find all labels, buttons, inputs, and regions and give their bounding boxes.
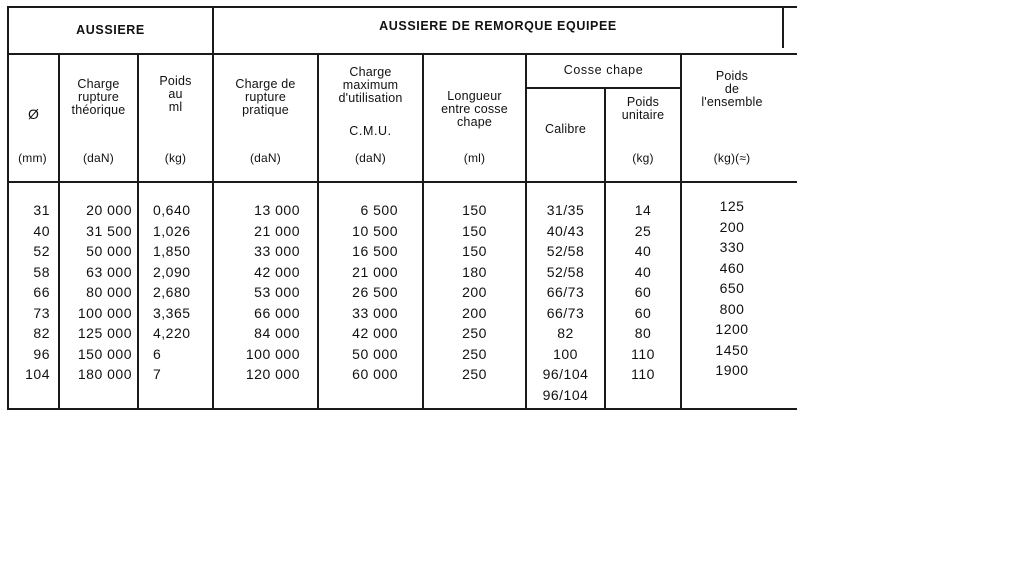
table-cell: 0,640 <box>153 202 191 218</box>
table-cell: 100 <box>553 345 578 362</box>
table-cell: 40/43 <box>546 222 585 239</box>
table-cell: 150 <box>462 243 487 259</box>
unit-poids-unitaire: (kg) <box>632 151 654 165</box>
calibre-column <box>527 200 604 405</box>
table-bottom-border <box>7 408 797 410</box>
table-cell: 10 500 <box>352 222 398 239</box>
table-cell: 80 000 <box>86 284 132 300</box>
table-cell: 110 <box>631 345 655 362</box>
table-cell: 96/104 <box>542 366 589 382</box>
diameter-header: Ø <box>27 106 40 122</box>
calibre-header: Calibre <box>545 122 586 136</box>
charge-rupture-theorique-header: Charge rupture théorique <box>71 77 126 117</box>
table-cell: 40 <box>634 263 652 280</box>
longueur-column <box>424 200 525 385</box>
table-cell: 58 <box>33 263 50 280</box>
table-cell: 330 <box>719 239 745 255</box>
table-cell: 66/73 <box>546 284 585 300</box>
table-cell: 40 <box>33 222 50 239</box>
table-cell: 82 <box>557 325 574 341</box>
unit-charge-max: (daN) <box>354 151 386 165</box>
table-cell: 1,850 <box>153 243 191 259</box>
table-cell: 31 <box>33 202 50 218</box>
table-cell: 125 <box>719 198 745 214</box>
table-cell: 150 000 <box>77 345 132 362</box>
table-cell: 650 <box>719 280 745 296</box>
charge-max-header: Charge maximum d'utilisation <box>338 65 403 105</box>
unit-longueur: (ml) <box>463 151 486 165</box>
table-cell: 96/104 <box>542 386 589 403</box>
table-cell: 4,220 <box>153 325 191 341</box>
units-separator <box>7 181 797 183</box>
aussiere-header: AUSSIERE <box>76 23 145 37</box>
table-cell: 250 <box>462 345 487 362</box>
table-cell: 31 500 <box>86 222 132 239</box>
table-cell: 66 <box>33 284 50 300</box>
table-cell: 60 <box>634 284 652 300</box>
table-cell: 82 <box>33 325 50 341</box>
charge-rupture-pratique-column <box>214 200 300 385</box>
poids-ensemble-column <box>682 196 782 381</box>
table-cell: 2,680 <box>153 284 191 300</box>
table-cell: 460 <box>719 259 745 276</box>
cosse-chape-separator <box>525 87 680 89</box>
table-cell: 31/35 <box>546 202 585 218</box>
table-cell: 66 000 <box>254 304 300 321</box>
right-border <box>782 6 784 48</box>
cosse-chape-header: Cosse chape <box>563 63 644 77</box>
table-cell: 13 000 <box>254 202 300 218</box>
table-cell: 21 000 <box>352 263 398 280</box>
charge-rupture-theorique-column <box>60 200 132 385</box>
table-cell: 200 <box>719 218 745 235</box>
table-cell: 180 <box>462 263 487 280</box>
table-cell: 73 <box>33 304 50 321</box>
table-cell: 100 000 <box>245 345 300 362</box>
table-cell: 53 000 <box>254 284 300 300</box>
table-cell: 7 <box>153 366 162 382</box>
table-cell: 42 000 <box>352 325 398 341</box>
table-cell: 50 000 <box>352 345 398 362</box>
table-cell: 1200 <box>715 321 749 337</box>
diameter-column <box>9 200 50 385</box>
charge-rupture-pratique-header: Charge de rupture pratique <box>235 77 296 117</box>
unit-poids-ml: (kg) <box>164 151 187 165</box>
table-cell: 63 000 <box>86 263 132 280</box>
table-cell: 26 500 <box>352 284 398 300</box>
table-cell: 52 <box>33 243 50 259</box>
table-cell: 200 <box>462 284 487 300</box>
table-cell: 180 000 <box>77 366 132 382</box>
table-cell: 60 <box>634 304 652 321</box>
table-cell: 3,365 <box>153 304 191 321</box>
table-cell: 6 500 <box>360 202 398 218</box>
table-cell: 80 <box>634 325 652 341</box>
table-cell: 250 <box>462 325 487 341</box>
table-cell: 42 000 <box>254 263 300 280</box>
table-cell: 1,026 <box>153 222 191 239</box>
table-cell: 52/58 <box>546 263 585 280</box>
table-cell: 120 000 <box>245 366 300 382</box>
table-cell: 66/73 <box>546 304 585 321</box>
header-separator <box>7 53 797 55</box>
poids-unitaire-header: Poids unitaire <box>621 95 665 122</box>
table-cell: 110 <box>631 366 655 382</box>
table-cell: 33 000 <box>352 304 398 321</box>
table-cell: 800 <box>719 300 745 317</box>
charge-max-column <box>319 200 398 385</box>
table-cell: 150 <box>462 202 487 218</box>
table-cell: 52/58 <box>546 243 585 259</box>
unit-diameter: (mm) <box>18 151 47 165</box>
table-cell: 33 000 <box>254 243 300 259</box>
table-cell: 50 000 <box>86 243 132 259</box>
table-cell: 104 <box>25 366 50 382</box>
table-cell: 250 <box>462 366 487 382</box>
table-top-border <box>7 6 797 8</box>
poids-ml-column <box>153 200 211 385</box>
table-cell: 200 <box>462 304 487 321</box>
table-cell: 96 <box>33 345 50 362</box>
table-cell: 20 000 <box>86 202 132 218</box>
table-cell: 6 <box>153 345 162 362</box>
table-cell: 16 500 <box>352 243 398 259</box>
table-cell: 2,090 <box>153 263 191 280</box>
table-cell: 125 000 <box>77 325 132 341</box>
aussiere-equipee-header: AUSSIERE DE REMORQUE EQUIPEE <box>379 19 617 33</box>
table-cell: 150 <box>462 222 487 239</box>
poids-ml-header: Poids au ml <box>159 74 192 114</box>
cmu-header: C.M.U. <box>349 124 392 138</box>
table-cell: 100 000 <box>77 304 132 321</box>
unit-poids-ensemble: (kg)(≈) <box>713 151 751 165</box>
table-cell: 14 <box>634 202 652 218</box>
table-cell: 40 <box>634 243 652 259</box>
table-cell: 25 <box>634 222 652 239</box>
unit-charge-rupture-theorique: (daN) <box>82 151 114 165</box>
poids-ensemble-header: Poids de l'ensemble <box>701 69 763 109</box>
longueur-header: Longueur entre cosse chape <box>441 89 508 129</box>
table-cell: 21 000 <box>254 222 300 239</box>
poids-unitaire-column <box>606 200 680 385</box>
table-cell: 1900 <box>715 362 749 378</box>
table-cell: 60 000 <box>352 366 398 382</box>
table-cell: 84 000 <box>254 325 300 341</box>
table-cell: 1450 <box>715 341 749 358</box>
unit-charge-rupture-pratique: (daN) <box>249 151 281 165</box>
